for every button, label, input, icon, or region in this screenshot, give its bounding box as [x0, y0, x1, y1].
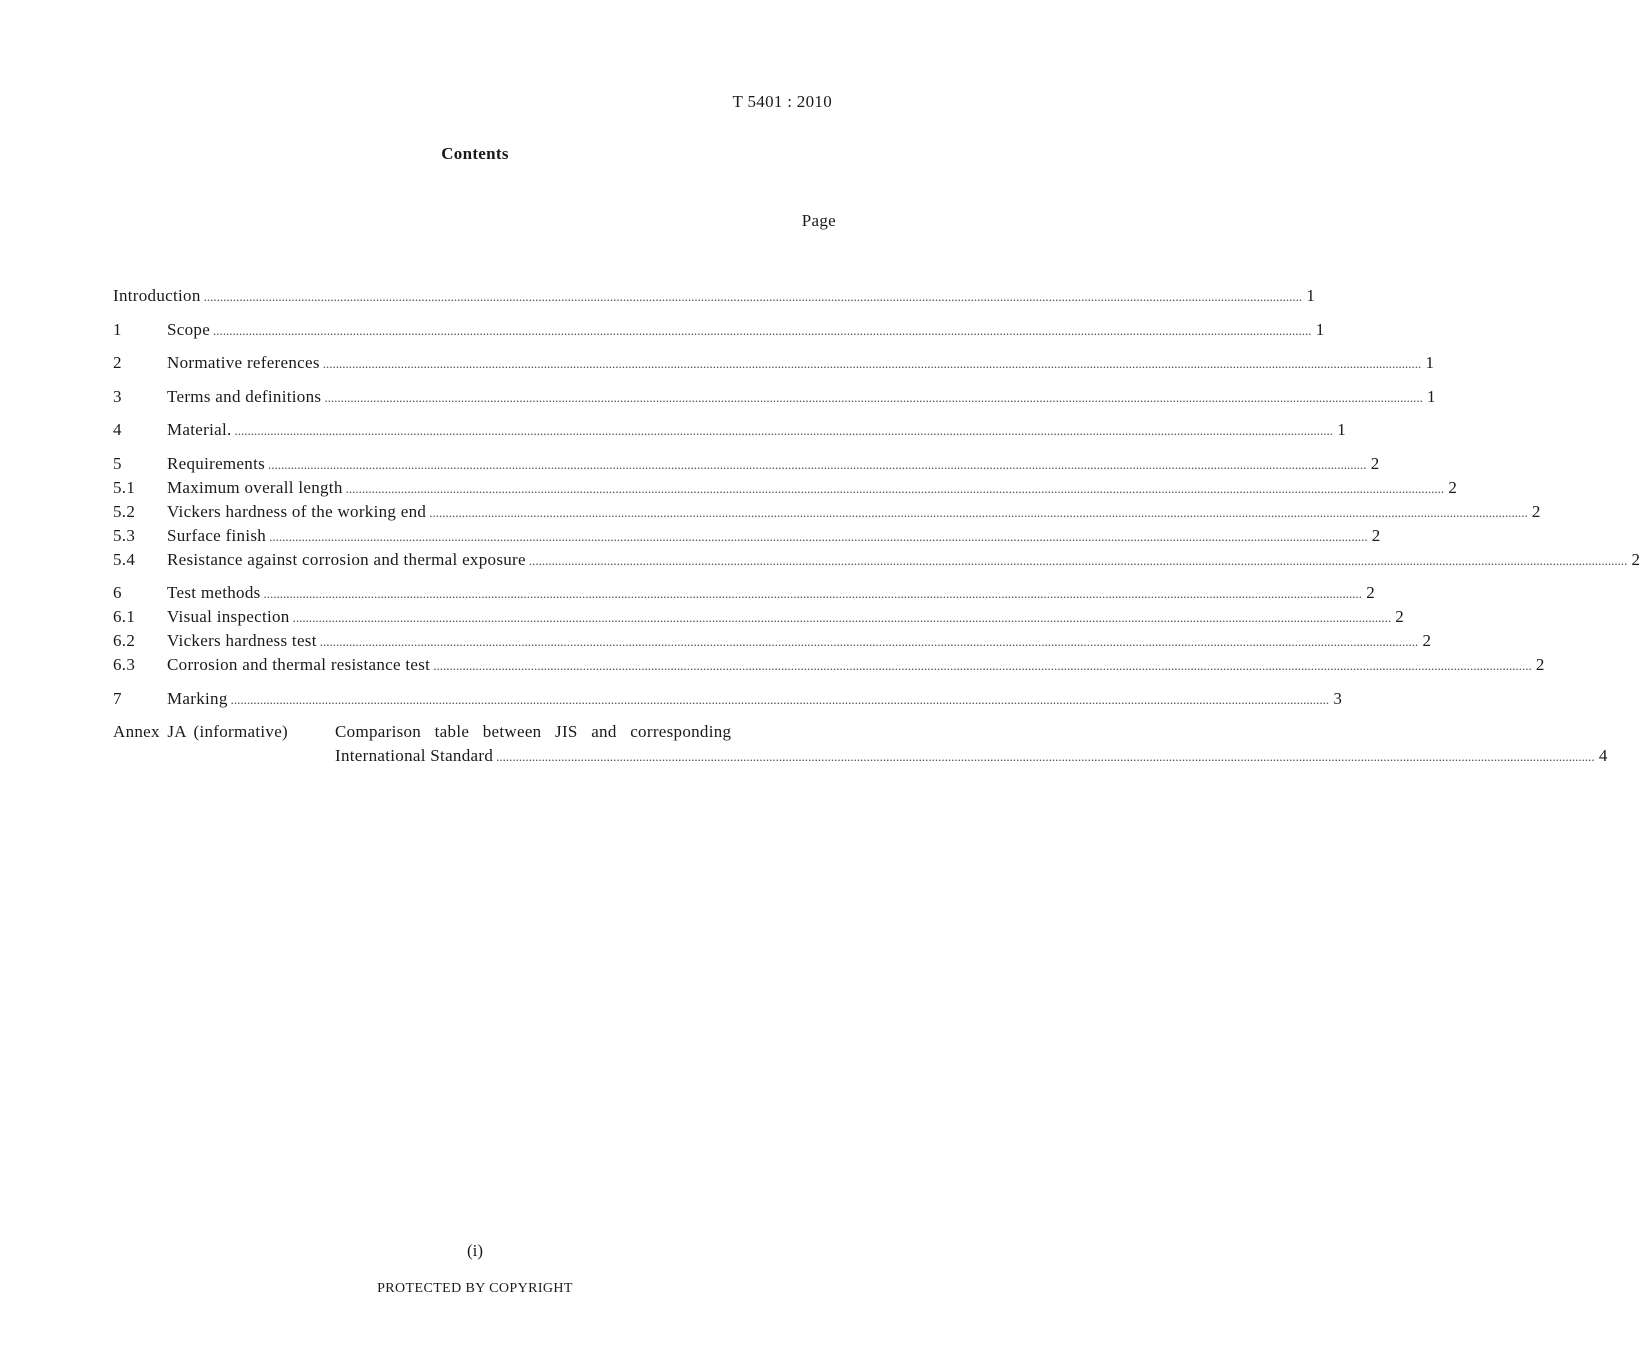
- toc-entry-number: 5.3: [113, 525, 136, 545]
- toc-entry-number: 3: [113, 386, 122, 406]
- toc-entry-title: Normative references: [167, 353, 320, 372]
- toc-leader-dots: [346, 477, 1445, 501]
- toc-entry-number: 5.4: [113, 549, 136, 569]
- toc-entry-title: Terms and definitions: [167, 386, 322, 406]
- toc-entry-number: 6.3: [113, 655, 136, 674]
- toc-entry-number: 5.2: [113, 501, 136, 521]
- toc-leader-dots: [529, 549, 1628, 573]
- toc-entry-page: 1: [1315, 319, 1325, 339]
- toc-entry-title: Resistance against corrosion and thermal exposure: [167, 549, 526, 569]
- annex-title-line2: International Standard: [335, 746, 494, 765]
- toc-entry-page: 2: [1535, 655, 1545, 674]
- toc-entry-page: 4: [1598, 746, 1608, 765]
- toc-leader-dots: [269, 525, 1368, 549]
- toc-entry[interactable]: [113, 629, 1432, 653]
- toc-entry[interactable]: [113, 351, 1435, 375]
- toc-entry-title: Vickers hardness test: [167, 631, 317, 650]
- table-of-contents: [113, 284, 1640, 768]
- page-number: (i): [466, 1241, 484, 1260]
- toc-entry-title: Corrosion and thermal resistance test: [167, 655, 431, 674]
- toc-entry-annex[interactable]: [113, 720, 1608, 768]
- toc-entry-title: Introduction: [113, 286, 201, 305]
- toc-entry-title: Requirements: [167, 453, 266, 473]
- toc-entry-page: 1: [1306, 286, 1316, 305]
- toc-leader-dots: [264, 582, 1363, 606]
- annex-title-block: [335, 720, 1608, 768]
- toc-entry-number: 2: [113, 353, 122, 372]
- toc-entry-number: 1: [113, 319, 122, 339]
- toc-entry-number: 5.1: [113, 477, 136, 497]
- toc-entry[interactable]: [113, 476, 1458, 500]
- toc-entry-page: 2: [1422, 631, 1432, 650]
- toc-leader-dots: [235, 419, 1334, 443]
- toc-entry-number: 6.2: [113, 631, 136, 650]
- toc-entry-title: Material.: [167, 420, 232, 439]
- toc-leader-dots: [293, 606, 1392, 630]
- page-column-header: Page: [801, 211, 836, 230]
- toc-entry-page: 2: [1395, 607, 1405, 626]
- annex-title-line1: Comparison table between JIS and corresponding: [335, 722, 732, 741]
- toc-entry[interactable]: [113, 500, 1541, 524]
- toc-entry-number: 6.1: [113, 607, 136, 626]
- toc-entry-page: 2: [1448, 477, 1458, 497]
- toc-entry-title: Test methods: [167, 583, 261, 602]
- toc-leader-dots: [496, 745, 1595, 769]
- toc-entry-number: 5: [113, 453, 122, 473]
- copyright-notice: PROTECTED BY COPYRIGHT: [377, 1281, 573, 1296]
- toc-entry[interactable]: [113, 687, 1343, 711]
- toc-leader-dots: [231, 688, 1330, 712]
- toc-entry-page: 2: [1370, 453, 1380, 473]
- toc-leader-dots: [324, 386, 1423, 410]
- annex-label: Annex JA (informative): [113, 722, 289, 741]
- annex-title-line2-row: [335, 744, 1608, 768]
- toc-entry-page: 1: [1425, 353, 1435, 372]
- toc-leader-dots: [323, 352, 1422, 376]
- document-number: T 5401 : 2010: [732, 92, 832, 111]
- toc-entry[interactable]: [113, 548, 1640, 572]
- toc-entry[interactable]: [113, 318, 1325, 342]
- toc-leader-dots: [268, 453, 1367, 477]
- toc-entry-number: 7: [113, 688, 122, 708]
- toc-entry-title: Visual inspection: [167, 607, 290, 626]
- toc-entry-introduction[interactable]: [113, 284, 1316, 308]
- toc-entry-page: 2: [1371, 525, 1381, 545]
- toc-entry-title: Scope: [167, 319, 211, 339]
- toc-entry[interactable]: [113, 605, 1405, 629]
- toc-entry[interactable]: [113, 452, 1380, 476]
- toc-leader-dots: [213, 319, 1312, 343]
- toc-entry-number: 4: [113, 420, 122, 439]
- toc-leader-dots: [320, 630, 1419, 654]
- toc-leader-dots: [433, 654, 1532, 678]
- toc-entry-title: Vickers hardness of the working end: [167, 501, 427, 521]
- toc-entry-title: Marking: [167, 688, 228, 708]
- toc-entry-page: 2: [1531, 501, 1541, 521]
- toc-entry-page: 2: [1631, 549, 1640, 569]
- toc-entry-number: 6: [113, 583, 122, 602]
- toc-entry[interactable]: [113, 385, 1436, 409]
- toc-entry-page: 1: [1427, 386, 1436, 406]
- toc-entry-page: 3: [1333, 688, 1343, 708]
- toc-entry-title: Surface finish: [167, 525, 267, 545]
- toc-entry[interactable]: [113, 524, 1381, 548]
- toc-entry[interactable]: [113, 581, 1376, 605]
- toc-entry-page: 2: [1366, 583, 1376, 602]
- toc-entry-title: Maximum overall length: [167, 477, 343, 497]
- toc-leader-dots: [429, 501, 1528, 525]
- toc-entry-page: 1: [1337, 420, 1347, 439]
- toc-entry[interactable]: [113, 418, 1347, 442]
- page-title: Contents: [441, 144, 509, 163]
- toc-entry[interactable]: [113, 653, 1545, 677]
- toc-leader-dots: [204, 285, 1303, 309]
